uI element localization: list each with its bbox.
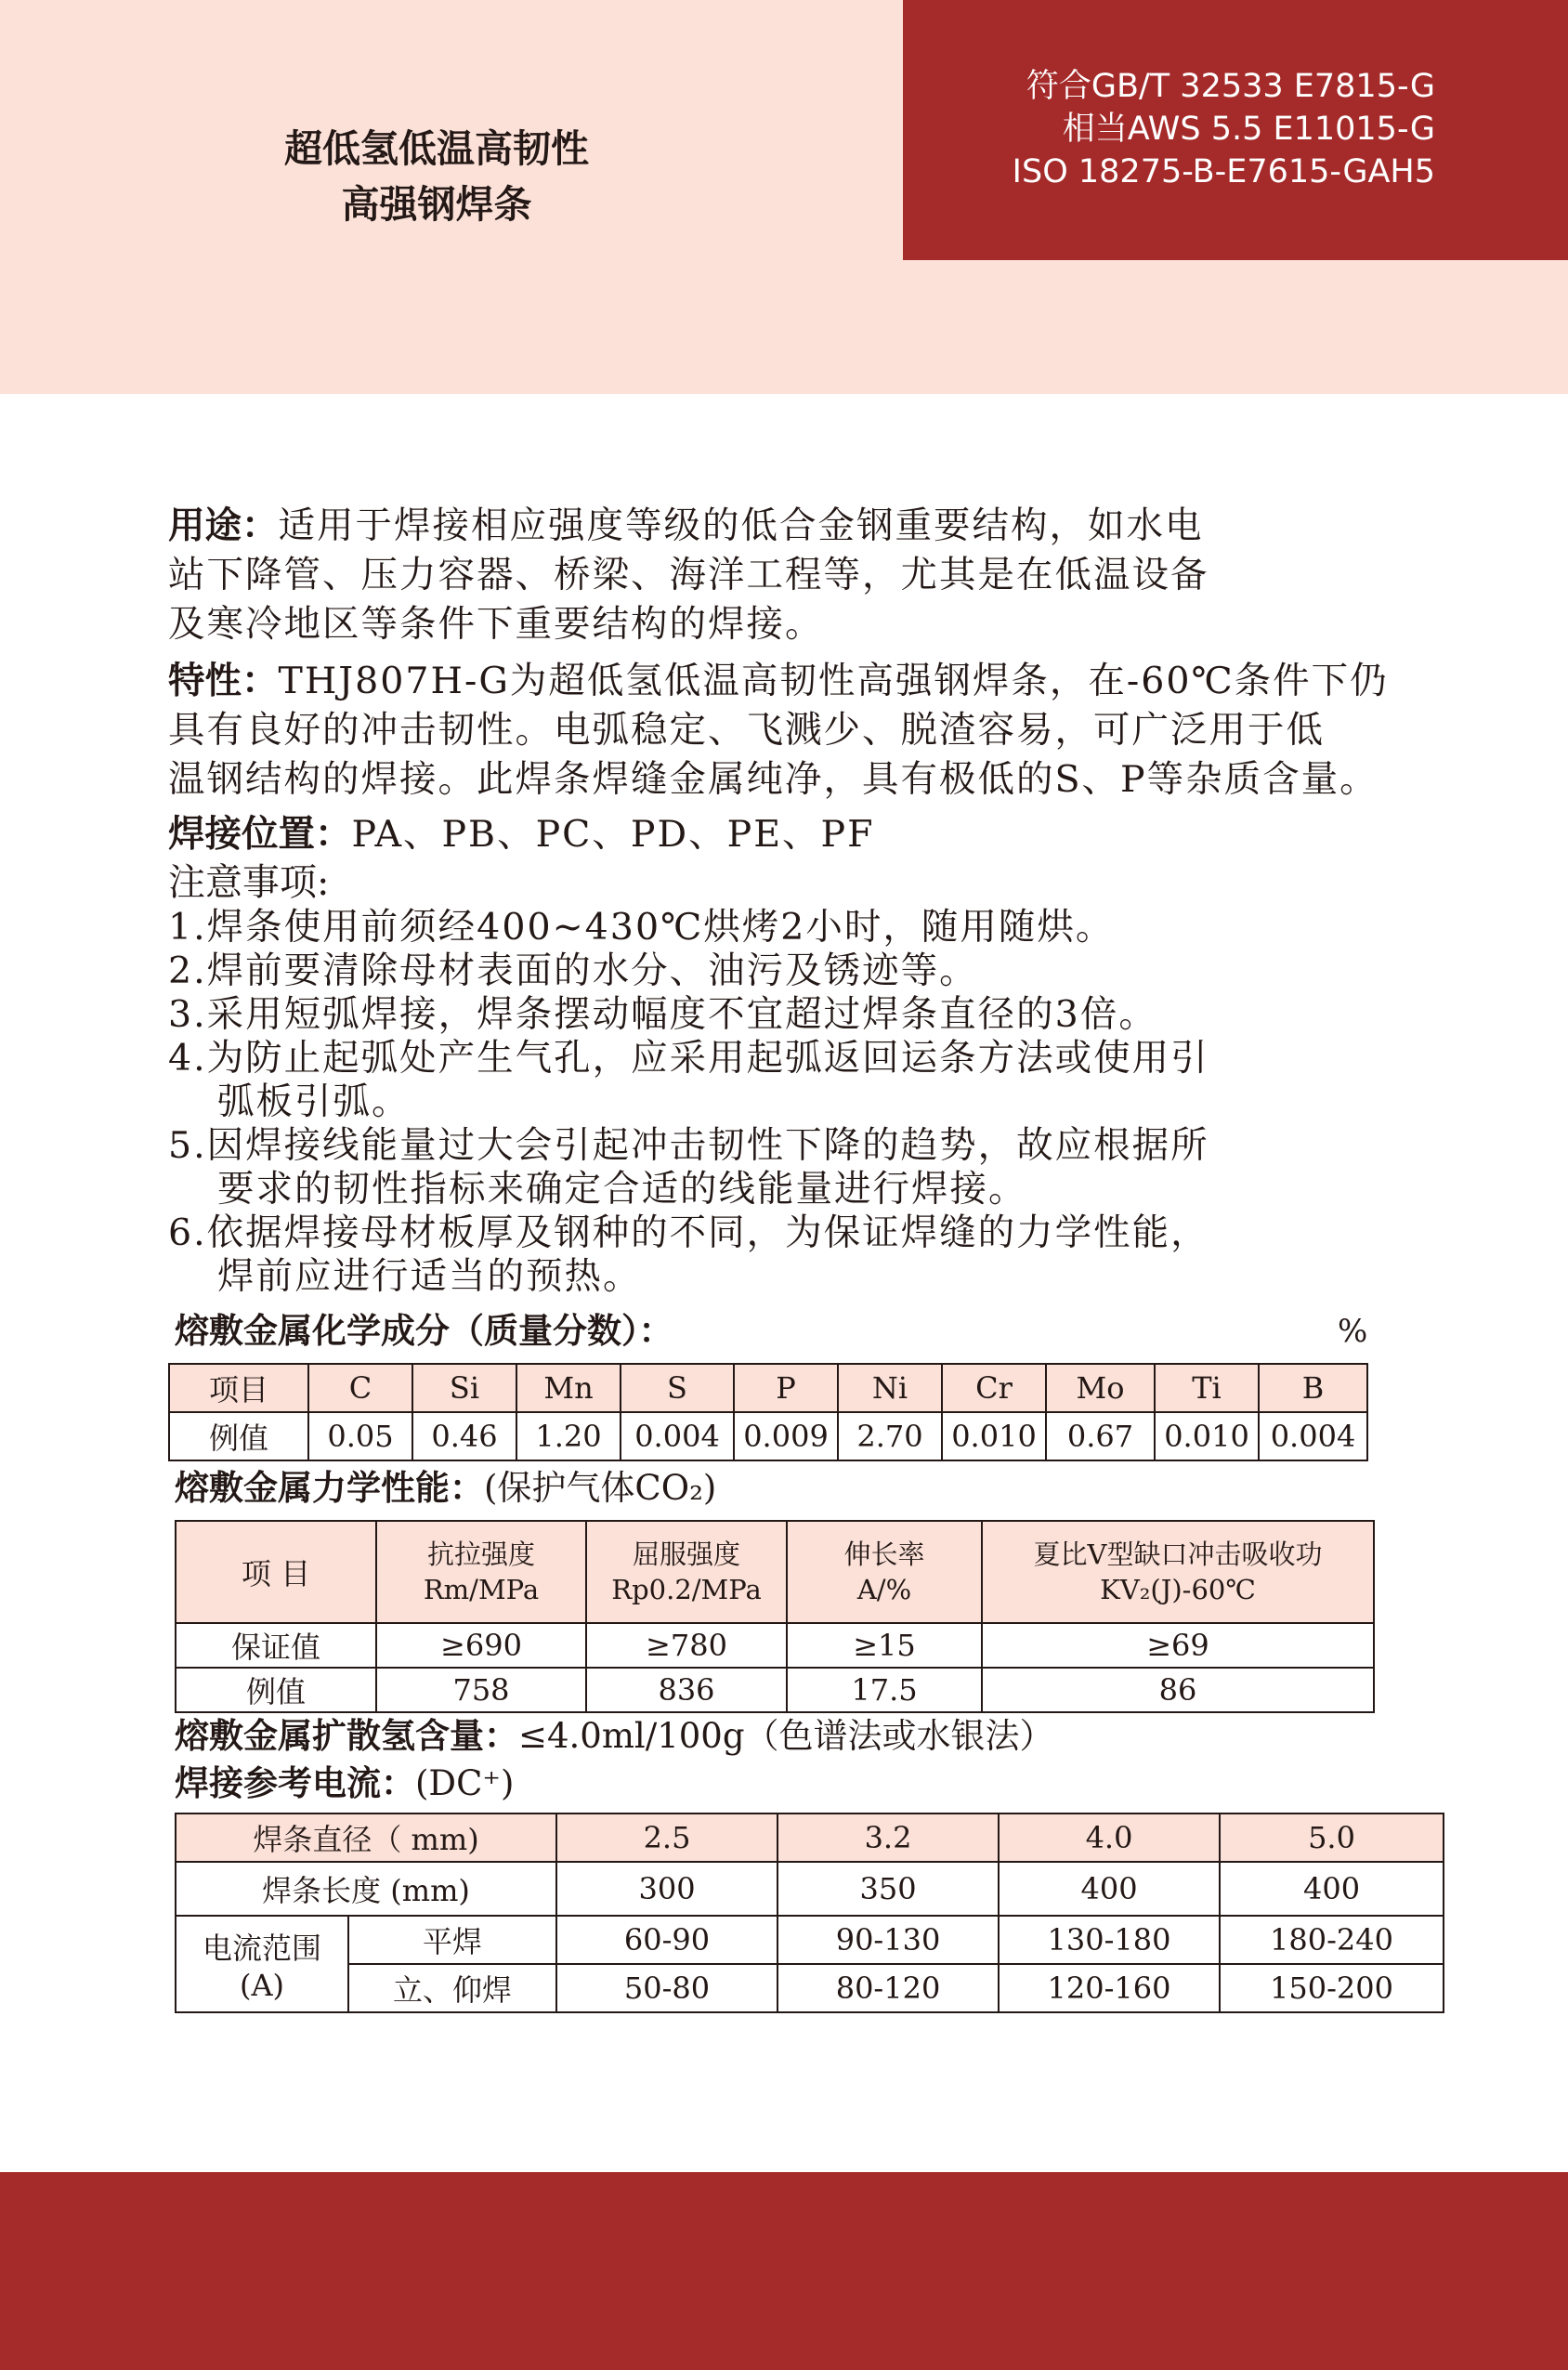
product-title-line2: 高强钢焊条 [341,182,532,227]
mech-header-row [176,1521,1374,1623]
mech-header-yield [586,1521,787,1623]
usage-line2: 站下降管、压力容器、桥梁、海洋工程等，尤其是在低温设备 [168,554,1209,596]
chem-value-row [169,1412,1367,1460]
mech-cell: 保证值 [176,1623,376,1668]
chem-value-cell: 例值 [169,1412,308,1460]
current-diameter-row [176,1814,1444,1862]
mech-cell: ≥780 [586,1623,787,1668]
current-title: 焊接参考电流： [175,1763,415,1803]
mech-cell: ≥69 [982,1623,1374,1668]
mech-cell: 758 [376,1668,586,1712]
current-diameter-cell: 3.2 [777,1814,999,1862]
mech-cell: 86 [982,1668,1374,1712]
chem-header-cell: Ti [1155,1364,1259,1412]
chem-header-cell: P [734,1364,838,1412]
mech-header-tensile [376,1521,586,1623]
current-length-row [176,1862,1444,1916]
chem-value-cell: 0.009 [734,1412,838,1460]
note-item-2: 2.焊前要清除母材表面的水分、油污及锈迹等。 [168,949,978,992]
note-item-6-cont: 焊前应进行适当的预热。 [217,1255,642,1298]
standard-lines [1013,65,1435,193]
current-table [175,1813,1444,2013]
product-title-line1: 超低氢低温高韧性 [284,126,589,171]
usage-line1: 适用于焊接相应强度等级的低合金钢重要结构，如水电 [278,504,1204,547]
mech-title-suffix: (保护气体CO₂) [484,1468,717,1508]
mech-guarantee-row [176,1623,1374,1668]
chem-header-cell: B [1259,1364,1367,1412]
chem-header-cell: 项目 [169,1364,308,1412]
mech-cell: ≥690 [376,1623,586,1668]
features-label: 特性： [168,660,279,702]
note-item-3: 3.采用短弧焊接，焊条摆动幅度不宜超过焊条直径的3倍。 [168,993,1157,1036]
welding-positions [168,810,1441,859]
mech-header-yield-unit: Rp0.2/MPa [611,1574,762,1605]
current-range-label-line1: 电流范围 [202,1931,321,1966]
notes-list [168,906,1450,1299]
mech-header-elongation-unit: A/% [856,1574,912,1605]
note-item-4-cont: 弧板引弧。 [217,1080,411,1123]
note-item-5: 5.因焊接线能量过大会引起冲击韧性下降的趋势，故应根据所 [168,1124,1209,1167]
mech-cell: ≥15 [787,1623,982,1668]
current-vertical-cell: 50-80 [556,1964,777,2012]
current-length-cell: 350 [777,1862,999,1916]
chem-value-cell: 0.004 [621,1412,734,1460]
chem-header-row [169,1364,1367,1412]
chem-header-cell: Mo [1046,1364,1155,1412]
features-line2: 具有良好的冲击韧性。电弧稳定、飞溅少、脱渣容易，可广泛用于低 [168,709,1325,752]
hydrogen-title: 熔敷金属扩散氢含量： [175,1716,518,1756]
hydrogen-value: ≤4.0ml/100g（色谱法或水银法） [518,1716,1054,1756]
mech-title [175,1468,716,1509]
current-length-label: 焊条长度 (mm) [176,1862,556,1916]
current-flat-cell: 130-180 [999,1916,1220,1964]
chem-value-cell: 0.010 [1155,1412,1259,1460]
mech-cell: 17.5 [787,1668,982,1712]
mech-header-tensile-name: 抗拉强度 [426,1539,535,1570]
mech-example-row [176,1668,1374,1712]
hydrogen-line [175,1716,1054,1757]
current-vertical-cell: 80-120 [777,1964,999,2012]
current-vertical-cell: 150-200 [1220,1964,1444,2012]
mech-cell: 例值 [176,1668,376,1712]
usage-line3: 及寒冷地区等条件下重要结构的焊接。 [168,603,824,646]
chem-title: 熔敷金属化学成分（质量分数）： [175,1311,673,1351]
chem-value-cell: 0.004 [1259,1412,1367,1460]
chem-table [168,1363,1368,1461]
chem-header-cell: Mn [516,1364,621,1412]
chem-value-cell: 0.05 [308,1412,412,1460]
features-line3: 温钢结构的焊接。此焊条焊缝金属纯净，具有极低的S、P等杂质含量。 [168,758,1379,801]
current-vertical-cell: 120-160 [999,1964,1220,2012]
current-length-cell: 400 [1220,1862,1444,1916]
current-length-cell: 300 [556,1862,777,1916]
chem-header-cell: Ni [838,1364,942,1412]
chem-unit: % [1338,1313,1368,1350]
current-vertical-label: 立、仰焊 [348,1964,556,2012]
current-diameter-cell: 5.0 [1220,1814,1444,1862]
usage-paragraph [168,502,1441,649]
chem-header-cell: Cr [942,1364,1046,1412]
chem-header-cell: Si [412,1364,516,1412]
positions-value: PA、PB、PC、PD、PE、PF [351,813,875,856]
current-title-line [175,1763,514,1804]
chem-header-cell: S [621,1364,734,1412]
mech-title-text: 熔敷金属力学性能： [175,1468,484,1508]
current-length-cell: 400 [999,1862,1220,1916]
current-range-label-line2: (A) [239,1968,285,2003]
current-diameter-cell: 4.0 [999,1814,1220,1862]
current-diameter-label: 焊条直径（ mm) [176,1814,556,1862]
standard-aws: 相当AWS 5.5 E11015-G [1062,111,1435,148]
current-flat-cell: 90-130 [777,1916,999,1964]
current-diameter-cell: 2.5 [556,1814,777,1862]
features-line1: THJ807H-G为超低氢低温高韧性高强钢焊条，在-60℃条件下仍 [278,660,1389,702]
usage-label: 用途： [168,504,279,547]
standard-gb: 符合GB/T 32533 E7815-G [1026,68,1435,105]
chem-header-cell: C [308,1364,412,1412]
notes-heading: 注意事项: [168,861,330,904]
positions-label: 焊接位置： [168,813,352,856]
mech-header-impact [982,1521,1374,1623]
mech-header-item: 项 目 [176,1521,376,1623]
current-vertical-row [176,1964,1444,2012]
chem-value-cell: 1.20 [516,1412,621,1460]
chem-value-cell: 0.67 [1046,1412,1155,1460]
mech-header-elongation-name: 伸长率 [843,1539,925,1570]
current-suffix: (DC⁺) [415,1763,515,1803]
mech-table [175,1520,1375,1713]
mech-cell: 836 [586,1668,787,1712]
mech-header-elongation [787,1521,982,1623]
chem-value-cell: 0.46 [412,1412,516,1460]
mech-header-yield-name: 屈服强度 [632,1539,740,1570]
features-paragraph [168,657,1441,805]
current-flat-row [176,1916,1444,1964]
note-item-6: 6.依据焊接母材板厚及钢种的不同，为保证焊缝的力学性能， [168,1211,1209,1254]
product-title [242,121,632,232]
footer-band [0,2172,1568,2370]
chem-value-cell: 2.70 [838,1412,942,1460]
note-item-4: 4.为防止起弧处产生气孔，应采用起弧返回运条方法或使用引 [168,1037,1209,1080]
mech-header-impact-name: 夏比V型缺口冲击吸收功 [1033,1539,1323,1570]
standard-iso: ISO 18275-B-E7615-GAH5 [1012,153,1435,190]
mech-header-tensile-unit: Rm/MPa [423,1574,540,1605]
note-item-5-cont: 要求的韧性指标来确定合适的线能量进行焊接。 [217,1168,1027,1211]
current-flat-cell: 60-90 [556,1916,777,1964]
mech-header-impact-unit: KV₂(J)-60℃ [1100,1574,1256,1605]
current-flat-label: 平焊 [348,1916,556,1964]
current-flat-cell: 180-240 [1220,1916,1444,1964]
current-range-label [176,1916,348,2012]
note-item-1: 1.焊条使用前须经400~430℃烘烤2小时，随用随烘。 [168,906,1115,949]
chem-value-cell: 0.010 [942,1412,1046,1460]
